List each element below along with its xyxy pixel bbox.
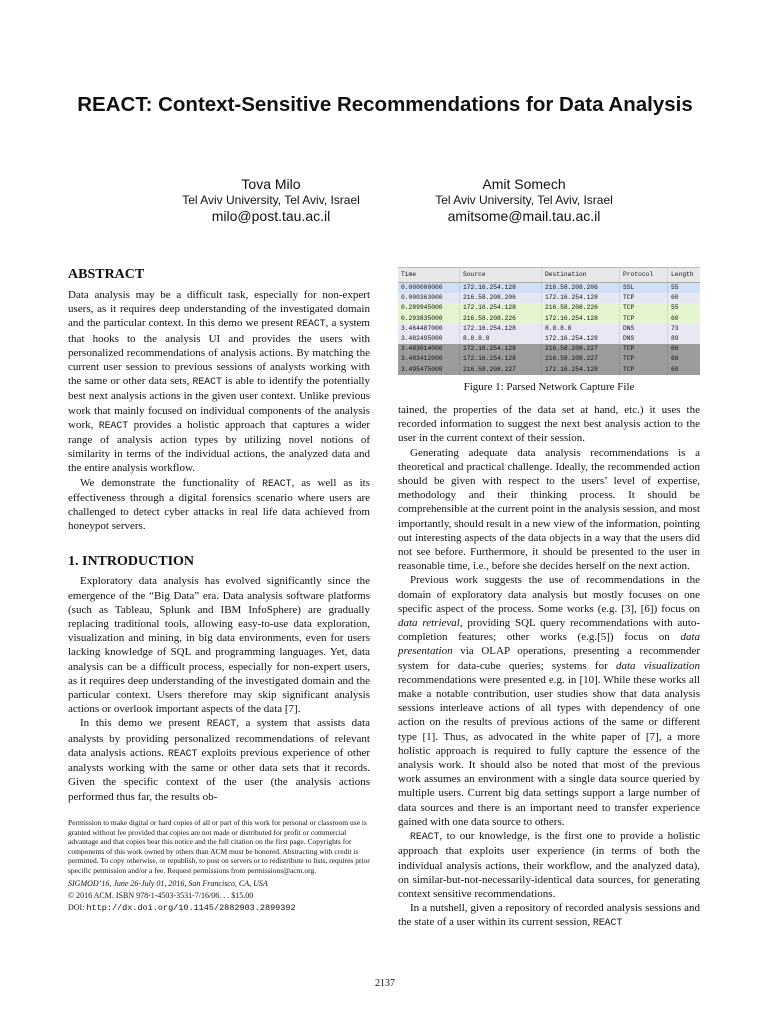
- capture-cell-dst: 172.16.254.128: [542, 334, 620, 344]
- capture-cell-dst: 216.58.208.227: [542, 354, 620, 364]
- intro-paragraph-2: In this demo we present REACT, a system that assists data analysts by providing personalized recommendations of relevant data analysis actions. REACT exploits previous experience of other analysts working with the same or other data sets that it records. Given the specific context of the user (the analysis actions performed thus far, the results ob-: [68, 717, 371, 803]
- capture-cell-time: 0.000000000: [398, 283, 460, 293]
- abstract-paragraph-2: We demonstrate the functionality of REACT, as well as its effectiveness through a digital forensics scenario where users are challenged to detect cyber attacks in real life data achieved from honeypot servers.: [68, 476, 370, 533]
- capture-cell-len: 55: [671, 304, 679, 312]
- capture-header-row: [398, 268, 700, 283]
- capture-cell-proto: TCP: [620, 303, 668, 313]
- capture-cell-len: 60: [671, 294, 679, 302]
- capture-cell-time: 3.483014000: [398, 344, 460, 354]
- capture-cell-proto: TCP: [620, 344, 668, 354]
- author-email[interactable]: milo@post.tau.ac.il: [211, 208, 331, 224]
- capture-cell-time: 3.464487000: [398, 324, 460, 334]
- capture-cell-src: 172.16.254.128: [460, 283, 542, 293]
- capture-rows: [398, 283, 700, 375]
- capture-row[interactable]: [398, 344, 700, 354]
- page-number: 2137: [375, 978, 395, 989]
- capture-cell-len: 60: [671, 314, 679, 322]
- capture-cell-time: 0.289945000: [398, 303, 460, 313]
- network-capture-table: [398, 267, 700, 383]
- capture-cell-len: 66: [671, 355, 679, 363]
- capture-row[interactable]: [398, 314, 700, 324]
- right-column: [398, 403, 700, 931]
- capture-cell-src: 172.16.254.128: [460, 344, 542, 354]
- capture-cell-dst: 216.58.208.226: [542, 303, 620, 313]
- capture-row[interactable]: [398, 283, 700, 293]
- introduction-heading: 1. INTRODUCTION: [68, 554, 195, 570]
- author-affiliation: Tel Aviv University, Tel Aviv, Israel: [182, 193, 360, 207]
- figure-caption: Figure 1: Parsed Network Capture File: [463, 381, 635, 393]
- capture-cell-len: 66: [671, 345, 679, 353]
- column-header-protocol: Protocol: [620, 268, 668, 282]
- capture-cell-proto: DNS: [620, 334, 668, 344]
- footnote-block: [68, 818, 370, 914]
- capture-cell-proto: TCP: [620, 365, 668, 375]
- author-name: Amit Somech: [482, 176, 566, 192]
- capture-cell-src: 172.16.254.128: [460, 303, 542, 313]
- capture-cell-time: 0.000363000: [398, 293, 460, 303]
- isbn-info: © 2016 ACM. ISBN 978-1-4503-3531-7/16/06. . . $15.00: [68, 890, 254, 900]
- permission-notice: Permission to make digital or hard copies of all or part of this work for personal or classroom use is granted without fee provided that copies are not made or distributed for profit or commercial advantage and that copies bear this notice and the full citation on the first page. Copyrights for components of this work owned by others than ACM must be honored. Abstracting with credit is permitted. To copy otherwise, or republish, to post on servers or to redistribute to lists, requires prior specific permission and/or a fee. Request permissions from permissions@acm.org.: [68, 818, 370, 875]
- capture-cell-dst: 216.58.208.206: [542, 283, 620, 293]
- capture-cell-time: 0.293835000: [398, 314, 460, 324]
- abstract-paragraph-1: Data analysis may be a difficult task, especially for non-expert users, as it requires deep understanding of the investigated domain and the particular context. In this demo we present REACT, a system that hooks to the analysis UI and provides the users with personalized recommendations of analysis actions. By matching the current user session to previous sessions of analysts working with the same or other data sets, REACT is able to identify the potentially best next analysis actions in the given user context. Unlike previous work that mainly focused on individual components of the analysis work, REACT provides a holistic approach that captures a wider range of analysis action types by utilizing novel notions of similarity in terms of the individual actions, the analyzed data and the entire analysis workflow.: [68, 289, 370, 475]
- capture-cell-len: 89: [671, 334, 679, 342]
- abstract-heading: ABSTRACT: [68, 267, 145, 282]
- author-block-1: [126, 176, 416, 225]
- doi-info: DOI: http://dx.doi.org/10.1145/2882903.2899392: [68, 902, 296, 913]
- capture-cell-dst: 172.16.254.128: [542, 365, 620, 375]
- venue-info: SIGMOD’16, June 26-July 01, 2016, San Francisco, CA, USA: [68, 878, 268, 888]
- column-header-source: Source: [460, 268, 542, 282]
- intro-paragraph-1: Exploratory data analysis has evolved significantly since the emergence of the “Big Data” era. Data analysis software platforms (such as Tableau, Splunk and IBM InfoSphere) are gradually replacing traditional tools, allowing easy-to-use data exploration, visualization and mining, in big data environments, even for users lacking knowledge of SQL and programming languages. Yet, data analysis can be a difficult process, especially for non-expert users, as it requires deep understanding of the investigated domain and the particular context. Users therefore may skip significant analysis actions or overlook important aspects of the data [7].: [68, 575, 370, 716]
- author-affiliation: Tel Aviv University, Tel Aviv, Israel: [435, 193, 613, 207]
- capture-cell-src: 216.58.208.227: [460, 365, 542, 375]
- capture-cell-time: 3.482495000: [398, 334, 460, 344]
- capture-cell-len: 60: [671, 365, 679, 373]
- column-header-time: Time: [398, 268, 460, 282]
- right-paragraph-4: REACT, to our knowledge, is the first one to provide a holistic approach that exploits user experience (in terms of both the individual analysis actions, their workflow, and the analyzed data), on similar-but-not-necessarily-identical data sources, for generating context sensitive recommendations.: [398, 830, 700, 900]
- doi-link[interactable]: http://dx.doi.org/10.1145/2882903.2899392: [86, 902, 296, 913]
- capture-cell-dst: 172.16.254.128: [542, 314, 620, 324]
- capture-row[interactable]: [398, 293, 700, 303]
- capture-row[interactable]: [398, 324, 700, 334]
- capture-cell-time: 3.495475000: [398, 365, 460, 375]
- author-email[interactable]: amitsome@mail.tau.ac.il: [447, 208, 601, 224]
- capture-cell-proto: DNS: [620, 324, 668, 334]
- right-paragraph-1: tained, the properties of the data set at hand, etc.) it uses the recorded information to suggest the next best analysis action to the user in the current context of their session.: [398, 404, 700, 445]
- author-block-2: [379, 176, 669, 225]
- capture-cell-len: 55: [671, 284, 679, 291]
- capture-row[interactable]: [398, 354, 700, 364]
- right-paragraph-3: Previous work suggests the use of recommendations in the domain of exploratory data analysis but mostly focuses on one specific aspect of the process. Some works (e.g. [3], [6]) focus on data retrieval, providing SQL query recommendations with auto-completion features; other works (e.g.[5]) focus on data presentation via OLAP operations, presenting a recommender system for data-cube queries; systems for data visualization recommendations were presented e.g. in [10]. While these works all make a notable contribution, user studies show that data analysis sessions interleave actions of all types with dependency of one action on the results of previous actions of the same or different type [1]. Thus, as advocated in the white paper of [7], a more holistic approach is required to fully capture the essence of the analysis work. It should also be noted that most of the previous work assumes an environment with a single data source queried by multiple users. Current big data settings support a large number of data sources and there is an important need to transfer experience gained with one data source to others.: [398, 574, 700, 828]
- capture-cell-proto: TCP: [620, 293, 668, 303]
- capture-cell-len: 73: [671, 324, 679, 332]
- capture-cell-src: 8.8.8.8: [460, 334, 542, 344]
- capture-row[interactable]: [398, 303, 700, 313]
- capture-cell-src: 216.58.208.226: [460, 314, 542, 324]
- capture-cell-src: 172.16.254.128: [460, 354, 542, 364]
- capture-cell-proto: TCP: [620, 354, 668, 364]
- capture-row[interactable]: [398, 334, 700, 344]
- capture-cell-dst: 216.58.208.227: [542, 344, 620, 354]
- capture-cell-proto: SSL: [620, 283, 668, 293]
- left-column: [68, 266, 370, 804]
- column-header-destination: Destination: [542, 268, 620, 282]
- right-paragraph-5: In a nutshell, given a repository of recorded analysis sessions and the state of a user within its current session, REACT: [398, 902, 700, 929]
- capture-cell-src: 216.58.208.206: [460, 293, 542, 303]
- paper-title: REACT: Context-Sensitive Recommendations for Data Analysis: [77, 93, 693, 116]
- capture-cell-dst: 172.16.254.128: [542, 293, 620, 303]
- capture-cell-proto: TCP: [620, 314, 668, 324]
- capture-cell-time: 3.483412000: [398, 354, 460, 364]
- capture-cell-dst: 8.8.8.8: [542, 324, 620, 334]
- capture-row[interactable]: [398, 365, 700, 375]
- author-name: Tova Milo: [241, 176, 301, 192]
- right-paragraph-2: Generating adequate data analysis recommendations is a theoretical and practical challenge. Ideally, the recommended action should be given with respect to the users’ level of expertise, methodology and their thinking process. It should be comprehensible at the current point in the analysis session, and most importantly, should result in a new view of the information, pointing out interesting aspects of the data objects in a way that the users did not see before. Furthermore, it should be presented to the user in reasonable time, i.e., before she decides herself on the next action.: [398, 446, 700, 573]
- capture-cell-src: 172.16.254.128: [460, 324, 542, 334]
- column-header-length: Length: [671, 271, 694, 278]
